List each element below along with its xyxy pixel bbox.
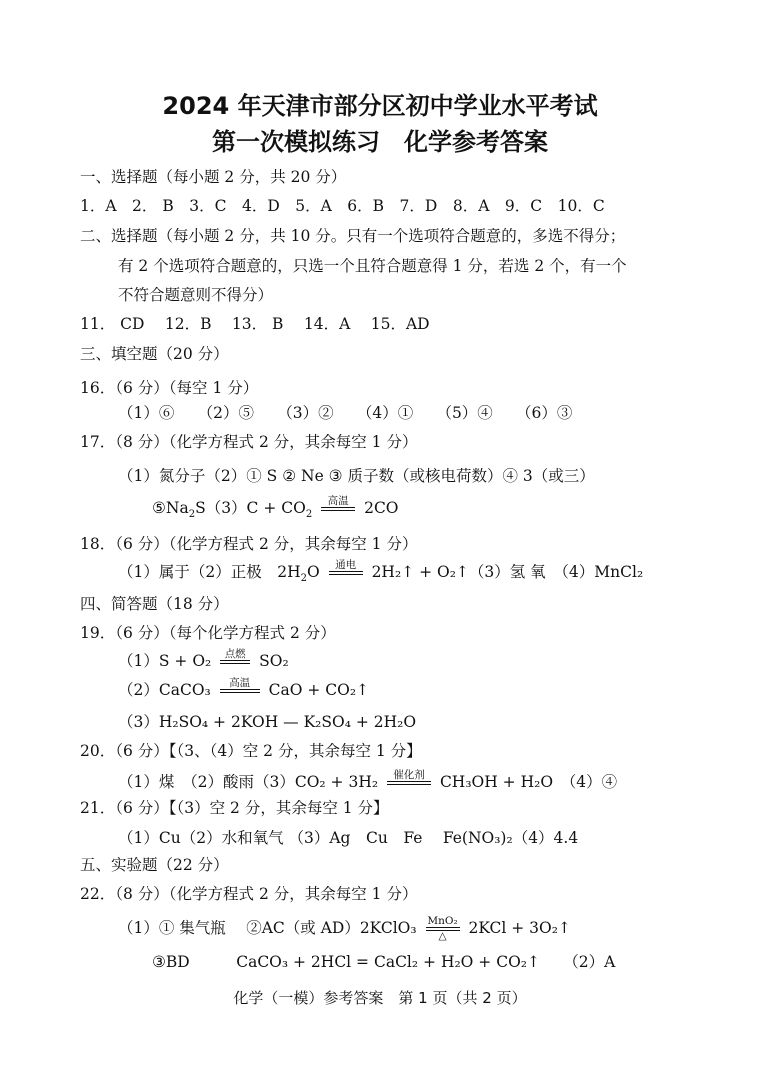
q20-heading: 20．（6 分）【（3、（4）空 2 分，其余每空 1 分】 <box>80 742 422 760</box>
section-1-heading: 一、选择题（每小题 2 分，共 20 分） <box>80 168 347 186</box>
section-2-answers: 11． CD 12．B 13． B 14．A 15．AD <box>80 315 430 333</box>
section-2-heading-line2: 有 2 个选项符合题意的，只选一个且符合题意得 1 分，若选 2 个，有一个 <box>118 257 627 275</box>
q22-line2: ③BD CaCO₃ + 2HCl = CaCl₂ + H₂O + CO₂↑ （2）A <box>152 953 616 971</box>
q21-heading: 21．（6 分）【（3）空 2 分，其余每空 1 分】 <box>80 799 389 817</box>
q20-line: （1）煤 （2）酸雨（3）CO₂ + 3H₂ 催化剂 CH₃OH + H₂O （4）④ <box>118 770 617 796</box>
reaction-condition: 点燃 <box>220 649 250 675</box>
q18-line: （1）属于（2）正极 $2H_2O$ 通电 2H₂↑ + O₂↑（3）氢 氧 （4）MnCl₂ <box>118 559 644 585</box>
q21-line: （1）Cu（2）水和氧气 （3）Ag Cu Fe Fe(NO₃)₂（4）4.4 <box>118 829 579 847</box>
q18-heading: 18．（6 分）（化学方程式 2 分，其余每空 1 分） <box>80 535 418 553</box>
section-4-heading: 四、简答题（18 分） <box>80 595 229 613</box>
q17-line1: （1）氮分子（2）① S ② Ne ③ 质子数（或核电荷数）④ 3（或三） <box>118 467 595 485</box>
q22-heading: 22．（8 分）（化学方程式 2 分，其余每空 1 分） <box>80 885 418 903</box>
q19-eq1: （1）S + O₂ 点燃 SO₂ <box>118 649 289 675</box>
page-footer: 化学（一模）参考答案 第 1 页（共 2 页） <box>233 989 527 1007</box>
reaction-condition: 通电 <box>329 560 363 586</box>
q19-eq3: （3）H₂SO₄ + 2KOH — K₂SO₄ + 2H₂O <box>118 713 417 731</box>
exam-subtitle: 第一次模拟练习 化学参考答案 <box>212 128 548 156</box>
reaction-condition: 催化剂 <box>387 770 431 796</box>
q17-heading: 17．（8 分）（化学方程式 2 分，其余每空 1 分） <box>80 433 418 451</box>
section-1-answers: 1．A 2． B 3．C 4．D 5．A 6．B 7．D 8．A 9．C 10．C <box>80 197 605 215</box>
reaction-condition: 高温 <box>321 496 355 522</box>
q19-eq2: （2）CaCO₃ 高温 CaO + CO₂↑ <box>118 678 369 704</box>
section-3-heading: 三、填空题（20 分） <box>80 345 229 363</box>
section-5-heading: 五、实验题（22 分） <box>80 856 229 874</box>
q19-heading: 19．（6 分）（每个化学方程式 2 分） <box>80 624 336 642</box>
q22-line1: （1）① 集气瓶 ②AC（或 AD）2KClO₃ MnO₂ △ 2KCl + 3O₂↑ <box>118 915 571 942</box>
q16-answers: （1）⑥ （2）⑤ （3）② （4）① （5）④ （6）③ <box>118 404 573 422</box>
exam-title: 2024 年天津市部分区初中学业水平考试 <box>162 92 598 120</box>
reaction-condition: 高温 <box>220 678 260 704</box>
section-2-heading-line3: 不符合题意则不得分） <box>118 286 274 304</box>
reaction-condition: MnO₂ △ <box>427 915 458 942</box>
section-2-heading: 二、选择题（每小题 2 分，共 10 分。只有一个选项符合题意的，多选不得分； <box>80 227 626 245</box>
q16-heading: 16．（6 分）（每空 1 分） <box>80 379 259 397</box>
q17-line2: $⑤Na_2S(3)C + CO_2$ 高温 2CO <box>152 495 399 521</box>
